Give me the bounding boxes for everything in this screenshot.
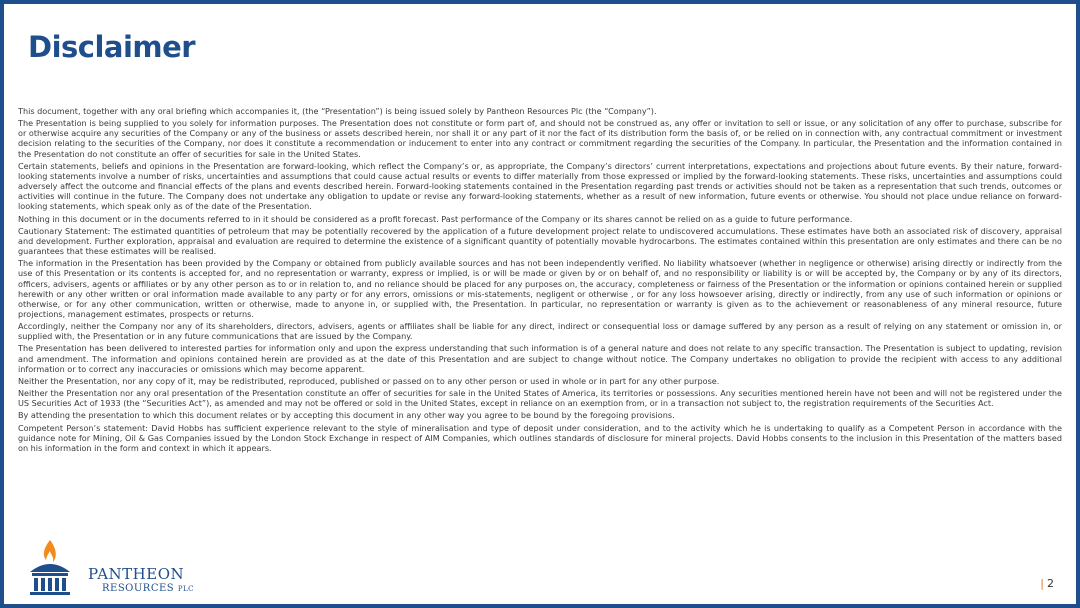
paragraph: Neither the Presentation nor any oral presentation of the Presentation constitute an offer of securities for sale in the United States of America, its territories or possessions. Any securities mentioned herein have not been and will not be registered under the US Securities Act of 1933 (the “Securities Act”), as amended and may not be offered or sold in the United States, except in reliance on an exemption from, or in a transaction not subject to, the registration requirements of the Securities Act. [18,388,1062,409]
page-number-divider: | [1040,577,1044,590]
logo-sub-text: RESOURCES [102,583,175,594]
disclaimer-body [18,106,1062,455]
paragraph: The Presentation is being supplied to you solely for information purposes. The Presentation does not constitute or form part of, and should not be construed as, any offer or invitation to sell or issue, or any solicitation of any offer to purchase, subscribe for or otherwise acquire any securities of the Company or any of the business or assets described herein, nor shall it or any part of it nor the fact of its distribution form the basis of, or be relied on in connection with, any contractual commitment or investment decision relating to the securities of the Company, nor does it constitute a recommendation or inducement to enter into any contract or commitment regarding the securities of the Company. In particular, the Presentation and the information contained in the Presentation do not constitute an offer of securities for sale in the United States. [18,118,1062,159]
paragraph: Cautionary Statement: The estimated quantities of petroleum that may be potentially recovered by the application of a future development project relate to undiscovered accumulations. These estimates have both an associated risk of discovery, appraisal and development. Further exploration, appraisal and evaluation are required to determine the existence of a significant quantity of potentially movable hydrocarbons. The estimates contained within this presentation are only estimates and there can be no guarantees that these estimates will be realised. [18,225,1062,257]
paragraph: Nothing in this document or in the documents referred to in it should be considered as a profit forecast. Past performance of the Company or its shares cannot be relied on as a guide to future performance. [18,213,853,224]
paragraph: The Presentation has been delivered to interested parties for information only and upon the express understanding that such information is of a general nature and does not relate to any specific transaction. The Presentation is subject to updating, revision and amendment. The information and opinions contained herein are provided as at the date of this Presentation and are subject to change without notice. The Company undertakes no obligation to provide the recipient with access to any additional information or to correct any inaccuracies or omissions which may become apparent. [18,343,1062,374]
page-number [1040,577,1054,590]
paragraph: Accordingly, neither the Company nor any of its shareholders, directors, advisers, agents or affiliates shall be liable for any direct, indirect or consequential loss or damage suffered by any person as a result of relying on any statement or omission in, or supplied with, the Presentation or in any future communications that are issued by the Company. [18,321,1062,342]
paragraph: Competent Person’s statement: David Hobbs has sufficient experience relevant to the style of mineralisation and type of deposit under consideration, and to the activity which he is undertaking to qualify as a Competent Person in accordance with the guidance note for Mining, Oil & Gas Companies issued by the London Stock Exchange in respect of AIM Companies, which outlines standards of disclosure for mineral projects. David Hobbs consents to the inclusion in this Presentation of the matters based on his information in the form and context in which it appears. [18,422,1062,453]
page-title: Disclaimer [28,30,196,64]
paragraph: By attending the presentation to which this document relates or by accepting this document in any other way you agree to be bound by the foregoing provisions. [18,410,675,421]
logo-name: PANTHEON [88,565,185,583]
pantheon-flame-temple-icon [26,538,86,596]
paragraph: The information in the Presentation has been provided by the Company or obtained from publicly available sources and has not been independently verified. No liability whatsoever (whether in negligence or otherwise) arising directly or indirectly from the use of this Presentation or its contents is accepted for, and no representation or warranty, express or implied, is or will be made or given by or on behalf of, and no responsibility or liability is or will be accepted by, the Company or by any of its directors, officers, advisers, agents or affiliates or by any other person as to or in relation to, and no reliance should be placed for any purposes on, the accuracy, completeness or fairness of the Presentation or the information or opinions contained herein or supplied herewith or any other written or oral information made available to any party or for any errors, omissions or mis-statements, negligent or otherwise , or for any loss howsoever arising, directly or indirectly, from any use of such information or opinions or otherwise, or for any other communication, written or otherwise, made to anyone in, or supplied with, the Presentation. In particular, no representation or warranty is given as to the achievement or reasonableness of any mineral resource, future projections, management estimates, prospects or returns. [18,258,1062,319]
logo-subtitle [102,583,194,594]
logo-plc: PLC [177,585,195,593]
page-number-value: 2 [1047,577,1054,590]
company-logo [26,538,216,598]
paragraph: Neither the Presentation, nor any copy of it, may be redistributed, reproduced, published or passed on to any other person or used in whole or in part for any other purpose. [18,375,720,386]
paragraph: This document, together with any oral briefing which accompanies it, (the “Presentation”) is being issued solely by Pantheon Resources Plc (the “Company”). [18,106,657,116]
paragraph: Certain statements, beliefs and opinions in the Presentation are forward-looking, which reflect the Company’s or, as appropriate, the Company’s directors’ current interpretations, expectations and projections about future events. By their nature, forward-looking statements involve a number of risks, uncertainties and assumptions that could cause actual results or events to differ materially from those expressed or implied by the forward-looking statements. These risks, uncertainties and assumptions could adversely affect the outcome and financial effects of the plans and events described herein. Forward-looking statements contained in the Presentation regarding past trends or activities should not be taken as a representation that such trends, outcomes or activities will continue in the future. The Company does not undertake any obligation to update or revise any forward-looking statements, whether as a result of new information, future events or otherwise. You should not place undue reliance on forward-looking statements, which speak only as of the date of the Presentation. [18,160,1062,212]
